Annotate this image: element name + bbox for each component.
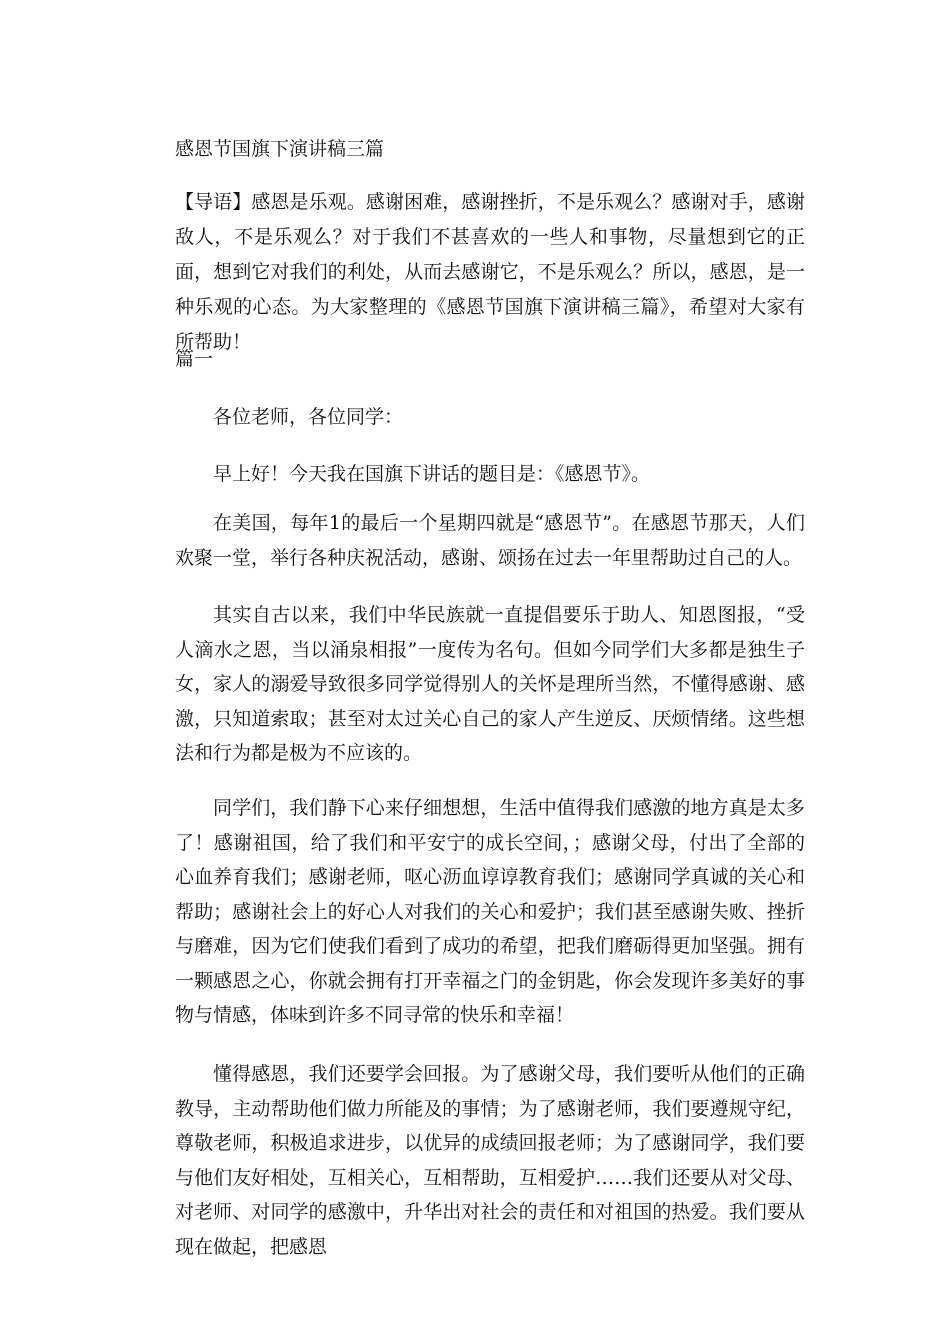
body-paragraph: 懂得感恩，我们还要学会回报。为了感谢父母，我们要听从他们的正确教导，主动帮助他们做力所能及的事情；为了感谢老师，我们要遵规守纪，尊敬老师，积极追求进步，以优异的成绩回报老师；为了感谢同学，我们要与他们友好相处，互相关心，互相帮助，互相爱护……我们还要从对父母、对老师、对同学的感激中，升华出对社会的责任和对祖国的热爱。我们要从现在做起，把感恩 [175,1063,805,1258]
intro-paragraph: 【导语】感恩是乐观。感谢困难，感谢挫折，不是乐观么？感谢对手，感谢敌人，不是乐观么？对于我们不甚喜欢的一些人和事物，尽量想到它的正面，想到它对我们的利处，从而去感谢它，不是乐观么？所以，感恩，是一种乐观的心态。为大家整理的《感恩节国旗下演讲稿三篇》，希望对大家有所帮助！ [175,191,805,353]
body-paragraph: 其实自古以来，我们中华民族就一直提倡要乐于助人、知恩图报，“受人滴水之恩，当以涌泉相报”一度传为名句。但如今同学们大多都是独生子女，家人的溺爱导致很多同学觉得别人的关怀是理所当然，不懂得感谢、感激，只知道索取；甚至对太过关心自己的家人产生逆反、厌烦情绪。这些想法和行为都是极为不应该的。 [175,604,805,764]
salutation: 各位老师，各位同学： [213,406,404,428]
greeting: 早上好！今天我在国旗下讲话的题目是：《感恩节》。 [213,463,651,485]
body-paragraph: 在美国，每年1的最后一个星期四就是“感恩节”。在感恩节那天，人们欢聚一堂，举行各种庆祝活动，感谢、颂扬在过去一年里帮助过自己的人。 [175,512,805,569]
section-label: 篇一 [175,348,214,370]
document-title: 感恩节国旗下演讲稿三篇 [175,138,385,160]
body-paragraph: 同学们，我们静下心来仔细想想，生活中值得我们感激的地方真是太多了！感谢祖国，给了我们和平安宁的成长空间，；感谢父母，付出了全部的心血养育我们；感谢老师，呕心沥血谆谆教育我们；感谢同学真诚的关心和帮助；感谢社会上的好心人对我们的关心和爱护；我们甚至感谢失败、挫折与磨难，因为它们使我们看到了成功的希望，把我们磨砺得更加坚强。拥有一颗感恩之心，你就会拥有打开幸福之门的金钥匙，你会发现许多美好的事物与情感，体味到许多不同寻常的快乐和幸福！ [175,797,805,1026]
